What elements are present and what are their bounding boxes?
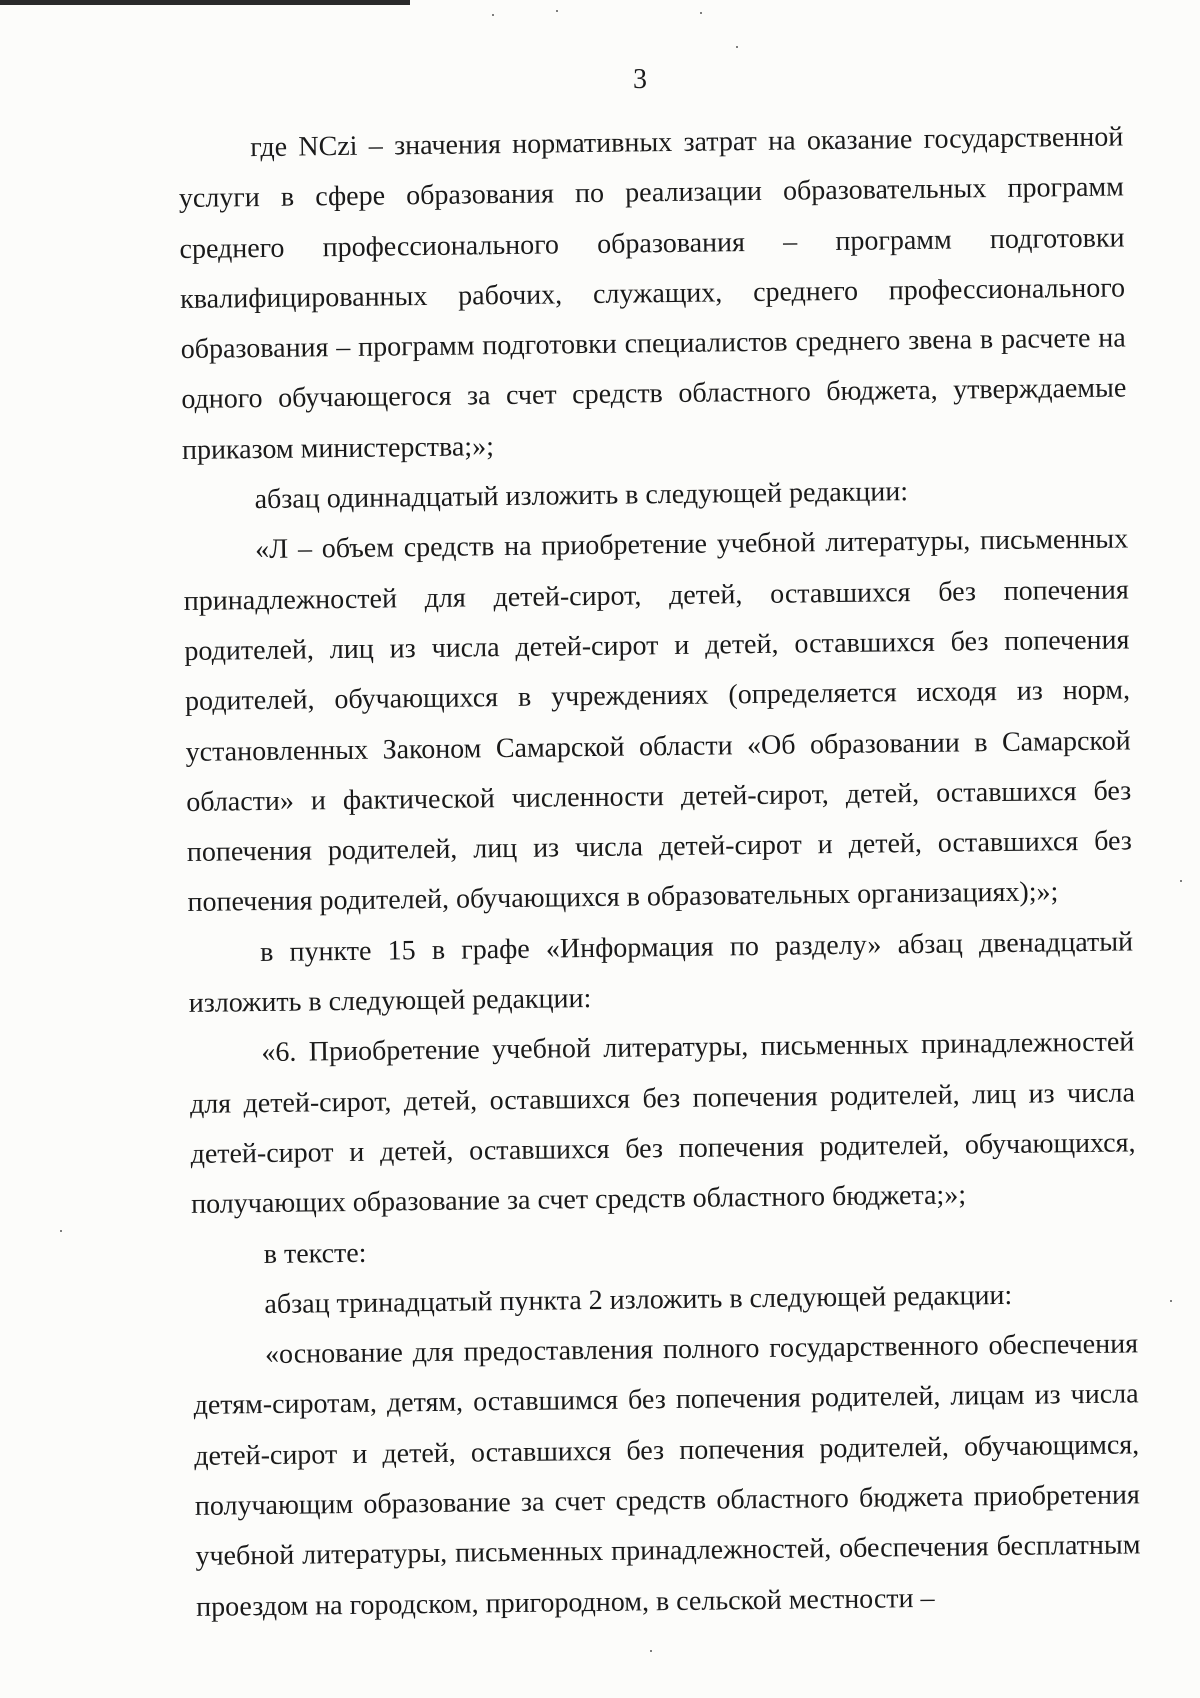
scan-speck bbox=[700, 12, 702, 14]
scan-speck bbox=[556, 10, 558, 12]
scan-speck bbox=[736, 46, 738, 48]
scan-speck bbox=[60, 1230, 62, 1232]
paragraph-thirteenth-amendment-intro: абзац тринадцатый пункта 2 изложить в следующей редакции: bbox=[264, 1279, 1013, 1320]
document-body bbox=[178, 112, 1141, 1632]
paragraph-item-6: «6. Приобретение учебной литературы, письменных принадлежностей для детей-сирот, детей, оставшихся без попечения родителей, лиц из числа детей-сирот и детей, оставшихся без попечения родителей, обучающихся, получающих образование за счет средств областного бюджета;»; bbox=[189, 1026, 1136, 1221]
paragraph-ncz-definition: где NCzi – значения нормативных затрат на оказание государственной услуги в сфере образования по реализации образовательных программ среднего профессионального образования – программ подготовки квалифицированных рабочих, служащих, среднего профессионального образования – программ подготовки специалистов среднего звена в расчете на одного обучающегося за счет средств областного бюджета, утверждаемые приказом министерства;»; bbox=[178, 121, 1127, 466]
paragraph-point-15-intro: в пункте 15 в графе «Информация по разделу» абзац двенадцатый изложить в следующей редакции: bbox=[188, 926, 1134, 1019]
paragraph-in-text: в тексте: bbox=[263, 1237, 367, 1270]
scan-speck bbox=[1170, 1300, 1172, 1302]
scan-speck bbox=[492, 14, 494, 16]
paragraph-l-definition: «Л – объем средств на приобретение учебной литературы, письменных принадлежностей для детей-сирот, детей, оставшихся без попечения родителей, лиц из числа детей-сирот и детей, оставшихся без попечения родителей, обучающихся в учреждениях (определяется исходя из норм, установленных Законом Самарской области «Об образовании в Самарской области» и фактической численности детей-сирот, детей, оставшихся без попечения родителей, лиц из числа детей-сирот и детей, оставшихся без попечения родителей, обучающихся в образовательных организациях);»; bbox=[183, 523, 1133, 919]
page-number: 3 bbox=[633, 64, 647, 95]
scan-speck bbox=[650, 1650, 652, 1652]
scan-top-border bbox=[0, 0, 410, 5]
paragraph-basis-for-provision: «основание для предоставления полного государственного обеспечения детям-сиротам, детям, оставшимся без попечения родителей, лицам из числа детей-сирот и детей, оставшихся без попечения родителей, обучающимся, получающим образование за счет средств областного бюджета приобретения учебной литературы, письменных принадлежностей, обеспечения бесплатным проездом на городском, пригородном, в сельской местности – bbox=[193, 1328, 1141, 1623]
scan-speck bbox=[1180, 880, 1182, 882]
paragraph-eleventh-amendment-intro: абзац одиннадцатый изложить в следующей редакции: bbox=[254, 476, 909, 516]
